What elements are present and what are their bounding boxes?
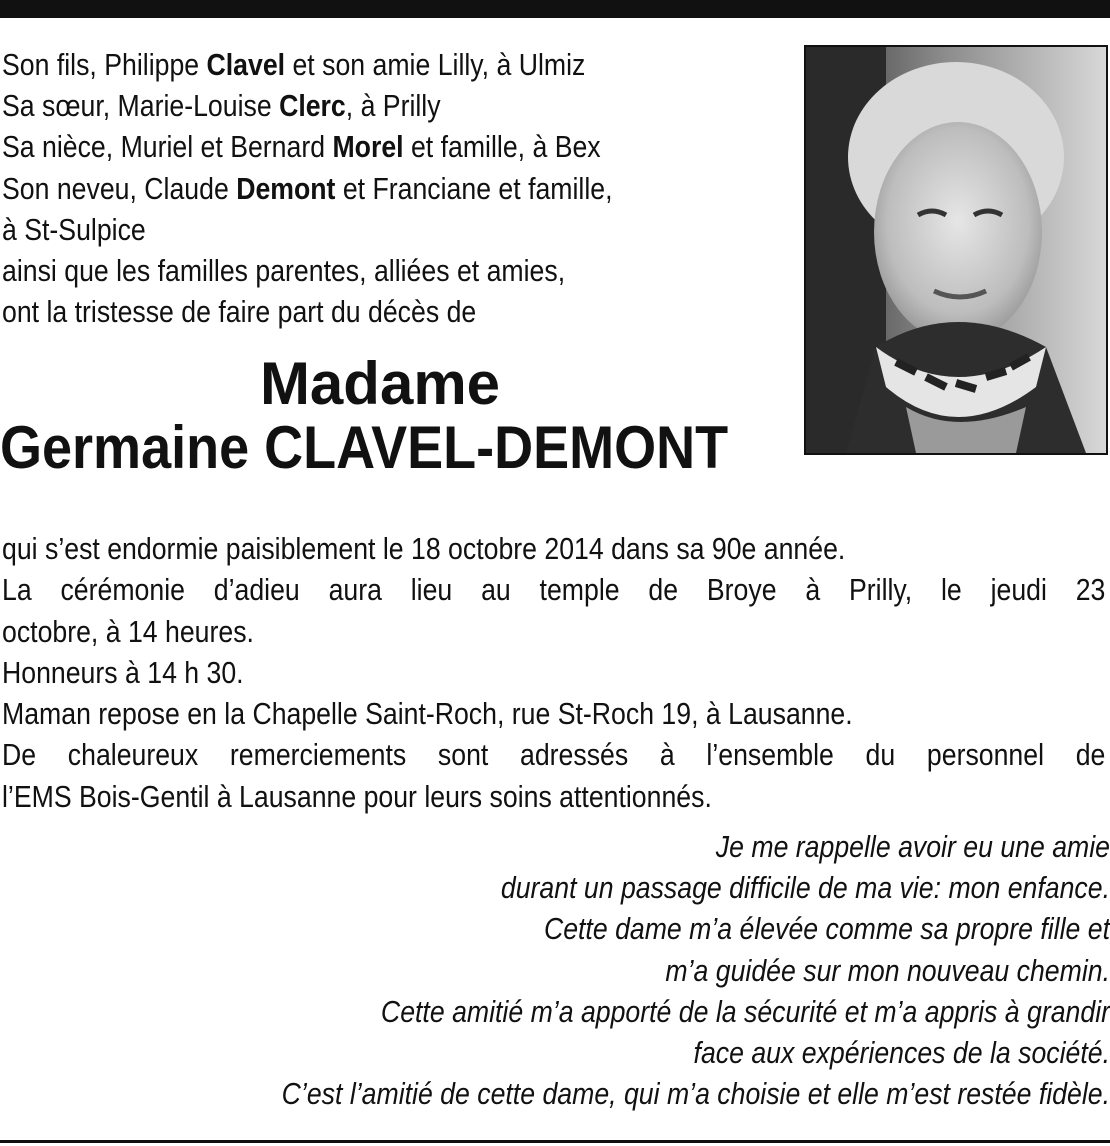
family-list [2,44,681,332]
name-full: Germaine CLAVEL-DEMONT [0,414,729,481]
poem-line: durant un passage difficile de ma vie: mon enfance. [500,870,1110,906]
bottom-rule [0,1140,1110,1143]
body-line: De chaleureux remerciements sont adressés à l’ensemble du personnel de [2,737,1106,773]
poem-line: m’a guidée sur mon nouveau chemin. [665,952,1110,988]
family-line: à St-Sulpice [2,211,146,247]
poem-line: Je me rappelle avoir eu une amie [715,829,1110,864]
family-line: Son fils, Philippe Clavel et son amie Lilly, à Ulmiz [2,47,586,82]
body-line: Honneurs à 14 h 30. [2,654,244,690]
portrait-photo [804,45,1108,455]
body-line: La cérémonie d’adieu aura lieu au temple de Broye à Prilly, le jeudi 23 [2,572,1106,608]
body-line: Maman repose en la Chapelle Saint-Roch, rue St-Roch 19, à Lausanne. [2,696,853,732]
family-line: Sa nièce, Muriel et Bernard Morel et famille, à Bex [2,129,601,165]
deceased-name [0,352,760,480]
poem [9,826,1110,1114]
family-line: Son neveu, Claude Demont et Franciane et famille, [2,170,613,206]
poem-line: Cette dame m’a élevée comme sa propre fille et [543,911,1110,947]
body-line: l’EMS Bois-Gentil à Lausanne pour leurs soins attentionnés. [2,778,712,814]
poem-line: C’est l’amitié de cette dame, qui m’a choisie et elle m’est restée fidèle. [281,1076,1110,1112]
poem-line: face aux expériences de la société. [693,1035,1110,1071]
body-line: octobre, à 14 heures. [2,613,254,649]
family-line: ont la tristesse de faire part du décès de [2,294,477,330]
name-title: Madame [259,350,501,417]
family-line: Sa sœur, Marie-Louise Clerc, à Prilly [2,88,441,124]
poem-line: Cette amitié m’a apporté de la sécurité et m’a appris à grandir [380,993,1110,1029]
announcement-body [2,528,1106,817]
top-rule [0,0,1110,18]
family-line: ainsi que les familles parentes, alliées et amies, [2,253,566,289]
body-line: qui s’est endormie paisiblement le 18 octobre 2014 dans sa 90e année. [2,531,846,566]
